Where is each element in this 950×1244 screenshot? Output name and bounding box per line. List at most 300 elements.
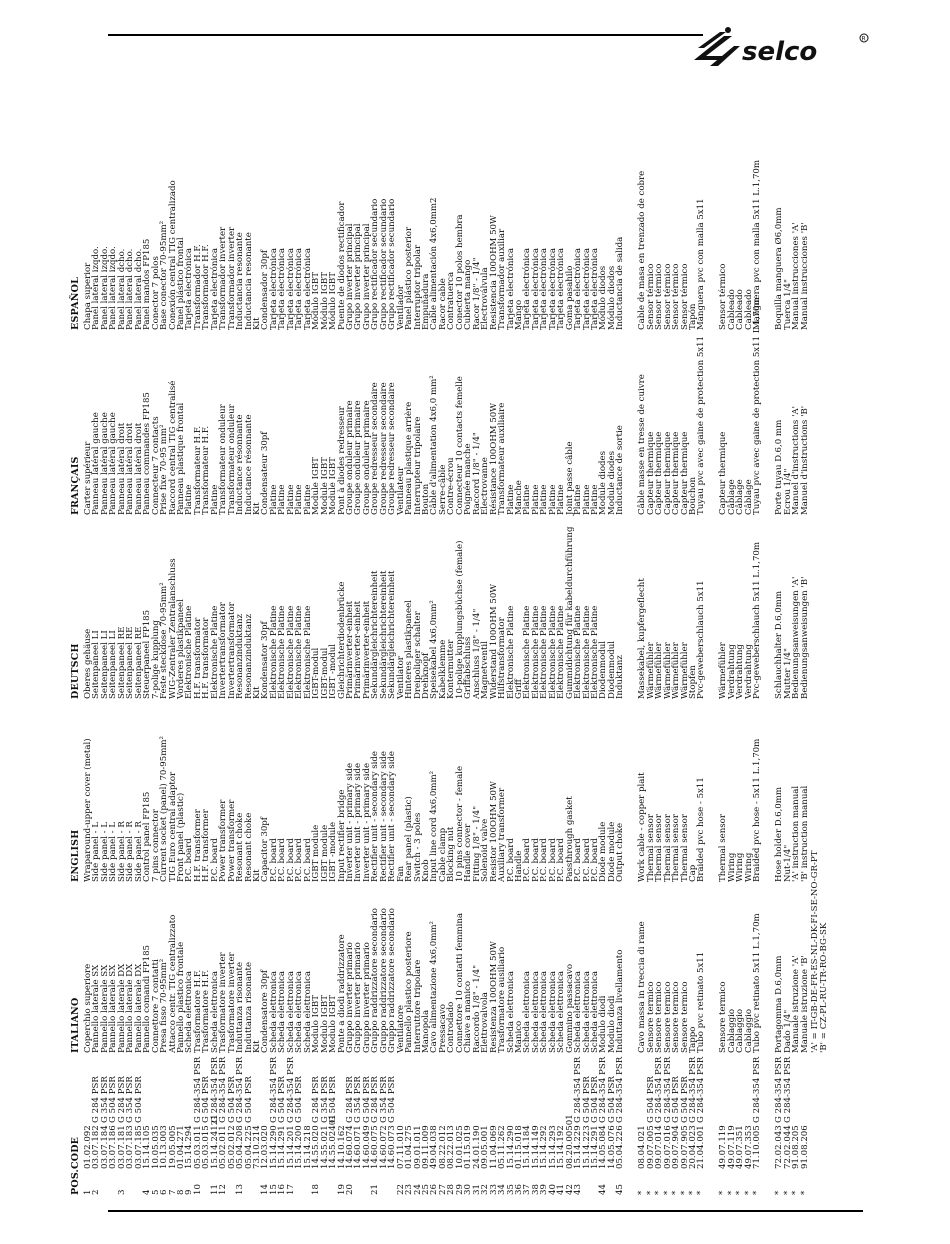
row-58-de: Elektronische Platine: [573, 605, 584, 699]
row-22-pos: 15: [268, 1184, 279, 1195]
row-68-de: Wärmefühler: [662, 642, 673, 699]
row-43-code: 08.22.013: [446, 1125, 457, 1169]
row-55-de: Elektronische Platine: [547, 605, 558, 699]
row-18-code: 05.04.208: [235, 1125, 246, 1169]
row-27-fr: Module IGBT: [311, 457, 322, 515]
row-31-code: 14.60.074: [344, 1125, 355, 1169]
row-78-fr: Tuyau pvc avec gaine de protection 5x11 L.1,70m: [752, 297, 763, 515]
row-59-opt: G 504 PSR: [581, 1076, 592, 1123]
row-57-pos: 42: [564, 1184, 575, 1195]
row-33-de: Primärinverter-einheit: [361, 600, 372, 699]
row-6-en: Side panel - R: [133, 821, 144, 882]
row-12-pos: 9: [184, 1189, 195, 1195]
row-52-fr: Platine: [522, 484, 533, 515]
row-9-de: Feste steckdose 70-95mm²: [159, 582, 170, 699]
row-35-en: Rectifier unit - secondary side: [378, 751, 389, 882]
row-24-en: P.C. board: [285, 838, 296, 882]
row-1-fr: Panneau latéral gauche: [91, 412, 102, 515]
row-11-fr: Panneau plastique frontal: [175, 402, 186, 515]
row-8-fr: Connecteur 7 contacts: [150, 416, 161, 515]
row-17-fr: Transformateur onduleur: [226, 404, 237, 515]
row-51-code: 01.15.018: [513, 1125, 524, 1169]
row-32-opt: G 354 PSR: [353, 1076, 364, 1123]
row-58-fr: Platine: [573, 484, 584, 515]
row-67-fr: Capteur thermique: [654, 431, 665, 515]
row-65-it: Cavo massa in treccia di rame: [637, 921, 648, 1053]
row-34-opt: G 284 PSR: [370, 1076, 381, 1123]
row-35-es: Grupo rectificador secundario: [378, 198, 389, 330]
row-82-pos: *: [791, 1190, 802, 1195]
row-78-code: 71.10.005: [752, 1125, 763, 1169]
row-16-it: Trasformatore inverter: [218, 952, 229, 1053]
row-67-es: Sensor térmico: [654, 263, 665, 330]
row-25-en: P.C. board: [294, 838, 305, 882]
row-18-pos: 13: [235, 1184, 246, 1195]
row-70-it: Sensore termico: [679, 981, 690, 1053]
row-71-en: Cap: [688, 864, 699, 882]
row-65-code: 08.04.021: [637, 1125, 648, 1169]
row-18-fr: Inductance résonnante: [235, 414, 246, 515]
row-60-code: 15.14.291: [590, 1125, 600, 1169]
row-72-es: Manguera pvc con malla 5x11: [696, 198, 707, 330]
row-82-en: 'A' instruction manual: [791, 785, 802, 882]
row-28-opt: G 354 PSR: [319, 1076, 330, 1123]
row-37-en: Fan: [395, 865, 406, 882]
row-53-fr: Platine: [530, 484, 541, 515]
row-47-es: Electroválvula: [480, 267, 491, 330]
row-61-pos: 44: [598, 1184, 609, 1195]
row-42-code: 08.22.012: [437, 1125, 448, 1169]
row-52-it: Scheda elettronica: [522, 970, 533, 1053]
row-28-en: IGBT module: [319, 824, 330, 882]
row-72-fr: Tuyau pvc avec gaine de protection 5x11: [696, 335, 707, 515]
row-18-it: Induttanza risonante: [235, 961, 246, 1053]
row-68-fr: Capteur thermique: [662, 431, 673, 515]
row-78-de: Pvc-geweberschlauch 5x11 L.1,70m: [752, 541, 763, 699]
row-61-de: Diodenmodul: [598, 640, 609, 699]
row-83-de: Bedienungsanweisungen 'B': [799, 576, 810, 699]
row-49-fr: Transformateur auxiliaire: [497, 402, 508, 515]
row-57-fr: Joint passe câble: [564, 441, 575, 515]
row-63-pos: 45: [615, 1184, 626, 1195]
header-pos: POS.: [70, 1168, 81, 1195]
row-13-es: Transformador H.F.: [192, 244, 203, 330]
row-8-en: 7 pins connector: [150, 809, 161, 882]
row-4-de: Seitenpaneel RE: [116, 626, 127, 699]
row-15-opt: G 284-354 PSR: [209, 1056, 220, 1123]
row-4-it: Pannello laterale DX: [116, 963, 127, 1053]
row-12-es: Tarjeta electrónica: [184, 247, 195, 330]
row-35-it: Gruppo raddrizzatore secondario: [378, 908, 389, 1053]
selco-logo: [688, 26, 870, 70]
row-70-de: Wärmefühler: [679, 642, 690, 699]
row-74-es: Sensor térmico: [718, 263, 729, 330]
row-23-code: 15.14.291: [277, 1125, 288, 1169]
row-31-en: Inverter unit - primary side: [344, 762, 355, 882]
row-36-es: Grupo rectificador secundario: [387, 198, 398, 330]
row-21-en: Capacitor 30pf: [260, 817, 271, 882]
row-5-de: Seitenpaneel RE: [125, 626, 136, 699]
row-10-de: WIG-Zentraler Zentralanschluss: [167, 558, 178, 699]
row-17-en: Power transformer: [226, 799, 237, 882]
row-76-en: Wiring: [735, 852, 746, 882]
row-38-es: Panel plástico posterior: [404, 226, 415, 330]
row-47-de: Magnetventil: [480, 641, 491, 699]
row-2-es: Panel lateral izqdo.: [99, 246, 110, 330]
row-72-it: Tubo pvc retinato 5x11: [696, 951, 707, 1053]
row-33-code: 14.60.049: [361, 1125, 372, 1169]
row-39-fr: Interrupteur tripolaire: [412, 416, 423, 515]
row-53-en: P.C. board: [530, 838, 541, 882]
row-66-es: Sensor térmico: [645, 263, 656, 330]
row-39-de: Dreipoliger schalter: [412, 611, 423, 699]
row-15-pos: 11: [209, 1184, 220, 1195]
row-33-opt: G 504 PSR: [361, 1076, 372, 1123]
row-34-es: Grupo rectificador secundario: [370, 198, 381, 330]
row-62-fr: Module diodes: [606, 451, 617, 515]
row-54-fr: Platine: [539, 484, 550, 515]
row-83-en: 'B' instruction manual: [799, 785, 810, 882]
row-22-it: Scheda elettronica: [268, 970, 279, 1053]
row-7-fr: Panneau commandes FP185: [142, 392, 153, 515]
row-47-code: 09.05.001: [480, 1125, 491, 1169]
row-60-en: P.C. board: [590, 838, 600, 882]
row-13-it: Trasformatore H.F.: [192, 969, 203, 1053]
row-40-es: Empuñadura: [421, 273, 431, 330]
row-21-code: 12.03.020: [260, 1125, 271, 1169]
row-32-it: Gruppo inverter primario: [353, 942, 364, 1053]
row-10-it: Attacco centr. TIG centralizzato: [167, 914, 178, 1053]
row-10-es: Conexión central TIG centralizado: [167, 180, 178, 330]
row-33-en: Inverter unit - primary side: [361, 762, 372, 882]
row-4-fr: Panneau latéral droit: [116, 422, 127, 515]
parts-table: [70, 85, 829, 1195]
row-51-fr: Manche: [513, 480, 524, 515]
row-72-en: Braided pvc hose - 5x11: [696, 777, 707, 882]
row-29-fr: Module IGBT: [328, 457, 339, 515]
row-51-en: Handle: [513, 850, 524, 882]
row-35-de: Sekundärgleichrichtereinheit: [378, 570, 389, 699]
row-30-pos: 19: [336, 1184, 347, 1195]
row-23-opt: G 504 PSR: [277, 1076, 288, 1123]
row-41-code: 49.04.038: [429, 1125, 440, 1169]
row-40-en: Knob: [421, 859, 431, 882]
row-38-fr: Panneau plastique arrière: [404, 401, 415, 515]
row-70-es: Sensor térmico: [679, 263, 690, 330]
row-31-it: Gruppo inverter primario: [344, 942, 355, 1053]
row-14-code: 05.03.015: [201, 1125, 212, 1169]
row-67-en: Thermal sensor: [654, 814, 665, 882]
row-36-fr: Groupe redresseur secondaire: [387, 382, 398, 515]
row-45-es: Cubierta mango: [463, 259, 474, 330]
row-13-fr: Transformateur H.F.: [192, 425, 203, 515]
row-45-it: Chiave a manico: [463, 980, 474, 1053]
row-46-en: Fitting 1/8" - 1/4": [471, 805, 482, 882]
row-57-es: Goma pasahilo: [564, 265, 575, 330]
row-43-fr: Contre-écrou: [446, 457, 457, 515]
row-37-es: Ventilador: [395, 285, 406, 330]
row-56-de: Elektronische Platine: [556, 605, 567, 699]
row-32-es: Grupo inverter principal: [353, 223, 364, 330]
row-34-it: Gruppo raddrizzatore secondario: [370, 908, 381, 1053]
row-59-en: P.C. board: [581, 838, 592, 882]
row-0-es: Chapa superior: [83, 262, 93, 330]
row-53-es: Tarjeta electrónica: [530, 247, 541, 330]
row-70-pos: *: [679, 1190, 690, 1195]
row-81-code: 72.02.044: [782, 1125, 793, 1169]
row-38-pos: 23: [404, 1184, 415, 1195]
row-59-fr: Platine: [581, 484, 592, 515]
row-49-es: Transformador auxiliar: [497, 228, 508, 330]
row-11-pos: 8: [175, 1189, 186, 1195]
row-76-es: Cableado: [735, 289, 746, 330]
row-7-de: Steuerpaneel FP185: [142, 609, 153, 699]
row-11-es: Panel plástico frontal: [175, 237, 186, 330]
row-80-de: Schlauchhalter D.6,0mm: [774, 590, 785, 699]
row-68-opt: G 284-354 PSR: [662, 1056, 673, 1123]
row-24-fr: Platine: [285, 484, 296, 515]
row-27-code: 14.55.020: [311, 1125, 322, 1169]
row-45-code: 01.15.019: [463, 1125, 474, 1169]
row-4-pos: 3: [116, 1189, 127, 1195]
header-espanol: ESPAÑOL: [70, 277, 81, 330]
row-83-it: Manuale istruzione 'B': [799, 955, 810, 1053]
row-29-en: IGBT -module: [328, 821, 339, 882]
row-76-pos: *: [735, 1190, 746, 1195]
row-27-en: IGBT module: [311, 824, 322, 882]
row-37-it: Ventilatore: [395, 1005, 406, 1053]
row-62-code: 14.05.076: [606, 1125, 617, 1169]
row-26-it: Scheda elettronica: [302, 970, 313, 1053]
row-44-code: 10.01.025: [454, 1125, 465, 1169]
row-12-de: Elektronische Platine: [184, 605, 195, 699]
row-16-fr: Transformateur onduleur: [218, 404, 229, 515]
row-51-es: Mango: [513, 299, 524, 330]
row-57-code: 08.20.00501: [564, 1114, 575, 1169]
row-44-en: 10 pins connector - female: [454, 765, 465, 882]
row-25-fr: Platine: [294, 484, 305, 515]
row-45-fr: Poignée manche: [463, 443, 474, 515]
row-72-code: 21.04.001: [696, 1125, 707, 1169]
row-39-code: 09.01.011: [412, 1125, 423, 1169]
row-75-de: Verdrahtung: [726, 644, 737, 699]
row-51-it: Manico: [513, 1020, 524, 1053]
row-62-de: Diodenmodul: [606, 640, 617, 699]
row-70-code: 09.07.905: [679, 1125, 690, 1169]
row-83-es: Manual instrucciones 'B': [799, 222, 810, 330]
row-74-de: Wärmefühler: [718, 642, 729, 699]
row-17-es: Transformador inverter: [226, 226, 237, 330]
row-2-it: Pannello laterale SX: [99, 964, 110, 1053]
row-34-fr: Groupe redresseur secondaire: [370, 382, 381, 515]
row-37-pos: 22: [395, 1184, 406, 1195]
row-62-en: Diode module: [606, 821, 617, 882]
row-20-fr: Kit: [252, 502, 262, 515]
row-69-code: 09.07.904: [671, 1125, 682, 1169]
row-35-fr: Groupe redresseur secondaire: [378, 382, 389, 515]
row-0-code: 01.02.092: [83, 1125, 93, 1169]
row-56-code: 15.14.192: [556, 1125, 567, 1169]
row-31-opt: G 284 PSR: [344, 1076, 355, 1123]
row-34-de: Sekundärgleichrichtereinheit: [370, 570, 381, 699]
row-68-code: 09.07.016: [662, 1125, 673, 1169]
row-20-it: Kit: [252, 1040, 262, 1053]
row-5-en: Side panel - R: [125, 821, 136, 882]
row-43-de: Kontermutter: [446, 639, 457, 699]
row-47-en: Solenoid valve: [480, 818, 491, 882]
row-28-it: Modulo IGBT: [319, 995, 330, 1053]
row-55-fr: Platine: [547, 484, 558, 515]
row-25-code: 15.14.200: [294, 1125, 305, 1169]
row-70-en: Thermal sensor: [679, 814, 690, 882]
row-45-de: Griffabschluss: [463, 636, 474, 699]
row-77-fr: Câblage: [743, 479, 754, 515]
row-68-pos: *: [662, 1190, 673, 1195]
row-61-code: 14.05.084: [598, 1125, 609, 1169]
row-77-pos: *: [743, 1190, 754, 1195]
row-15-code: 15.14.24121: [209, 1114, 220, 1169]
row-0-fr: Carter supérieur: [83, 441, 93, 515]
bottom-rule: [108, 1210, 863, 1212]
row-66-en: Thermal sensor: [645, 814, 656, 882]
row-11-code: 01.04.271: [175, 1125, 186, 1169]
row-0-pos: 1: [83, 1189, 93, 1195]
row-30-code: 14.10.162: [336, 1125, 347, 1169]
row-72-pos: *: [696, 1190, 707, 1195]
row-81-de: Mutter 1/4": [782, 648, 793, 699]
row-66-fr: Capteur thermique: [645, 431, 656, 515]
row-10-en: TIG Euro central adaptor: [167, 771, 178, 882]
row-15-en: P.C. board: [209, 838, 220, 882]
row-50-fr: Platine: [505, 484, 516, 515]
row-58-es: Tarjeta electrónica: [573, 247, 584, 330]
row-83-fr: Manuel d'instructions 'B': [799, 405, 810, 515]
row-69-de: Wärmefühler: [671, 642, 682, 699]
row-40-de: Drehknopf: [421, 652, 431, 699]
row-83-pos: *: [799, 1190, 810, 1195]
row-29-opt: G 504 PSR: [328, 1076, 339, 1123]
row-25-opt: G 504 PSR: [294, 1076, 305, 1123]
row-42-en: Cable clamp: [437, 827, 448, 882]
row-63-en: Output choke: [615, 822, 626, 882]
row-38-de: Hinteres plastikpaneel: [404, 600, 415, 699]
row-22-code: 15.14.290: [268, 1125, 279, 1169]
row-35-code: 14.60.072: [378, 1125, 389, 1169]
row-9-pos: 6: [159, 1189, 170, 1195]
row-53-it: Scheda elettronica: [530, 970, 541, 1053]
row-69-opt: G 504 PSR: [671, 1076, 682, 1123]
row-75-code: 49.07.119: [726, 1125, 737, 1169]
row-27-es: Módulo IGBT: [311, 272, 322, 330]
row-71-pos: *: [688, 1190, 699, 1195]
row-80-es: Boquilla manguera Ø6,0mm: [774, 207, 785, 330]
row-58-opt: G 284-354 PSR: [573, 1056, 584, 1123]
row-82-code: 91.08.205: [791, 1125, 802, 1169]
row-18-en: Resonant choke: [235, 812, 246, 882]
row-66-pos: *: [645, 1190, 656, 1195]
row-56-en: P.C. board: [556, 838, 567, 882]
row-69-fr: Capteur thermique: [671, 431, 682, 515]
row-24-it: Scheda elettronica: [285, 970, 296, 1053]
row-15-de: Elektronische Platine: [209, 605, 220, 699]
row-28-fr: Module IGBT: [319, 457, 330, 515]
row-68-it: Sensore termico: [662, 981, 673, 1053]
row-8-code: 10.05.035: [150, 1125, 161, 1169]
row-48-it: Resistenza 100OHM 50W: [488, 941, 499, 1053]
row-24-pos: 17: [285, 1184, 296, 1195]
row-1-es: Panel lateral izqdo.: [91, 246, 102, 330]
row-23-it: Scheda elettronica: [277, 970, 288, 1053]
row-25-it: Scheda elettronica: [294, 970, 305, 1053]
row-81-opt: G 284-354 PSR: [782, 1056, 793, 1123]
row-67-code: 09.07.014: [654, 1125, 665, 1169]
row-0-de: Oberes gehäuse: [83, 628, 93, 699]
row-49-it: Trasformatore ausiliario: [497, 946, 508, 1053]
header-deutsch: DEUTSCH: [70, 643, 81, 699]
header-code: CODE: [70, 1136, 81, 1169]
row-71-it: Tappo: [688, 1026, 699, 1053]
row-74-en: Thermal sensor: [718, 814, 729, 882]
header-francais: FRANÇAIS: [70, 456, 81, 515]
row-66-it: Sensore termico: [645, 981, 656, 1053]
row-34-code: 14.60.075: [370, 1125, 381, 1169]
row-9-code: 10.13.003: [159, 1125, 170, 1169]
row-63-de: Induktanz: [615, 655, 626, 699]
row-80-it: Portagomma D.6,0mm: [774, 955, 785, 1053]
row-32-en: Inverter unit - primary side: [353, 762, 364, 882]
row-21-es: Condensador 30pf: [260, 249, 271, 330]
row-44-fr: Connecteur 10 contacts femelle: [454, 376, 465, 515]
row-43-en: Blocking nut: [446, 826, 457, 882]
row-20-de: Kit: [252, 686, 262, 699]
row-40-fr: Bouton: [421, 483, 431, 515]
row-60-de: Elektronische Platine: [590, 605, 600, 699]
row-26-code: 15.14.218: [302, 1125, 313, 1169]
row-80-code: 72.02.043: [774, 1125, 785, 1169]
row-38-en: Rear panel (plastic): [404, 796, 415, 882]
row-19-de: Resonanzinduktanz: [243, 613, 254, 699]
row-31-fr: Groupe onduleur primaire: [344, 400, 355, 515]
row-71-de: Stopfen: [688, 665, 699, 699]
row-49-pos: 34: [497, 1184, 508, 1195]
row-75-en: Wiring: [726, 852, 737, 882]
row-50-pos: 35: [505, 1184, 516, 1195]
row-50-it: Scheda elettronica: [505, 970, 516, 1053]
row-14-opt: G 504 PSR: [201, 1076, 212, 1123]
row-62-opt: G 504 PSR: [606, 1076, 617, 1123]
row-4-code: 03.07.181: [116, 1125, 127, 1169]
row-26-es: Tarjeta electrónica: [302, 247, 313, 330]
footnotes: [811, 851, 829, 1053]
row-19-code: 05.04.225: [243, 1125, 254, 1169]
row-59-de: Elektronische Platine: [581, 605, 592, 699]
row-77-code: 49.07.353: [743, 1125, 754, 1169]
footnote-a: 'A' = IT-GB-DE-FR-ES-NL-DK-FI-SE-NO-GR-PT: [810, 850, 820, 1053]
row-46-de: Anschluss 1/8" - 1/4": [471, 608, 482, 699]
row-19-es: Inductancia resonante: [243, 232, 254, 330]
row-27-opt: G 284 PSR: [311, 1076, 322, 1123]
row-70-fr: Capteur thermique: [679, 431, 690, 515]
row-63-es: Inductancia de salida: [615, 236, 626, 330]
row-16-opt: G 284-354 PSR: [218, 1056, 229, 1123]
row-30-en: Input rectifier bridge: [336, 789, 347, 882]
row-25-es: Tarjeta electrónica: [294, 247, 305, 330]
row-69-es: Sensor térmico: [671, 263, 682, 330]
row-63-opt: G 284-354 PSR: [615, 1056, 626, 1123]
row-10-pos: 7: [167, 1189, 178, 1195]
row-17-it: Trasformatore inverter: [226, 952, 237, 1053]
row-46-es: Racor 1/8" - 1/4": [471, 257, 482, 330]
